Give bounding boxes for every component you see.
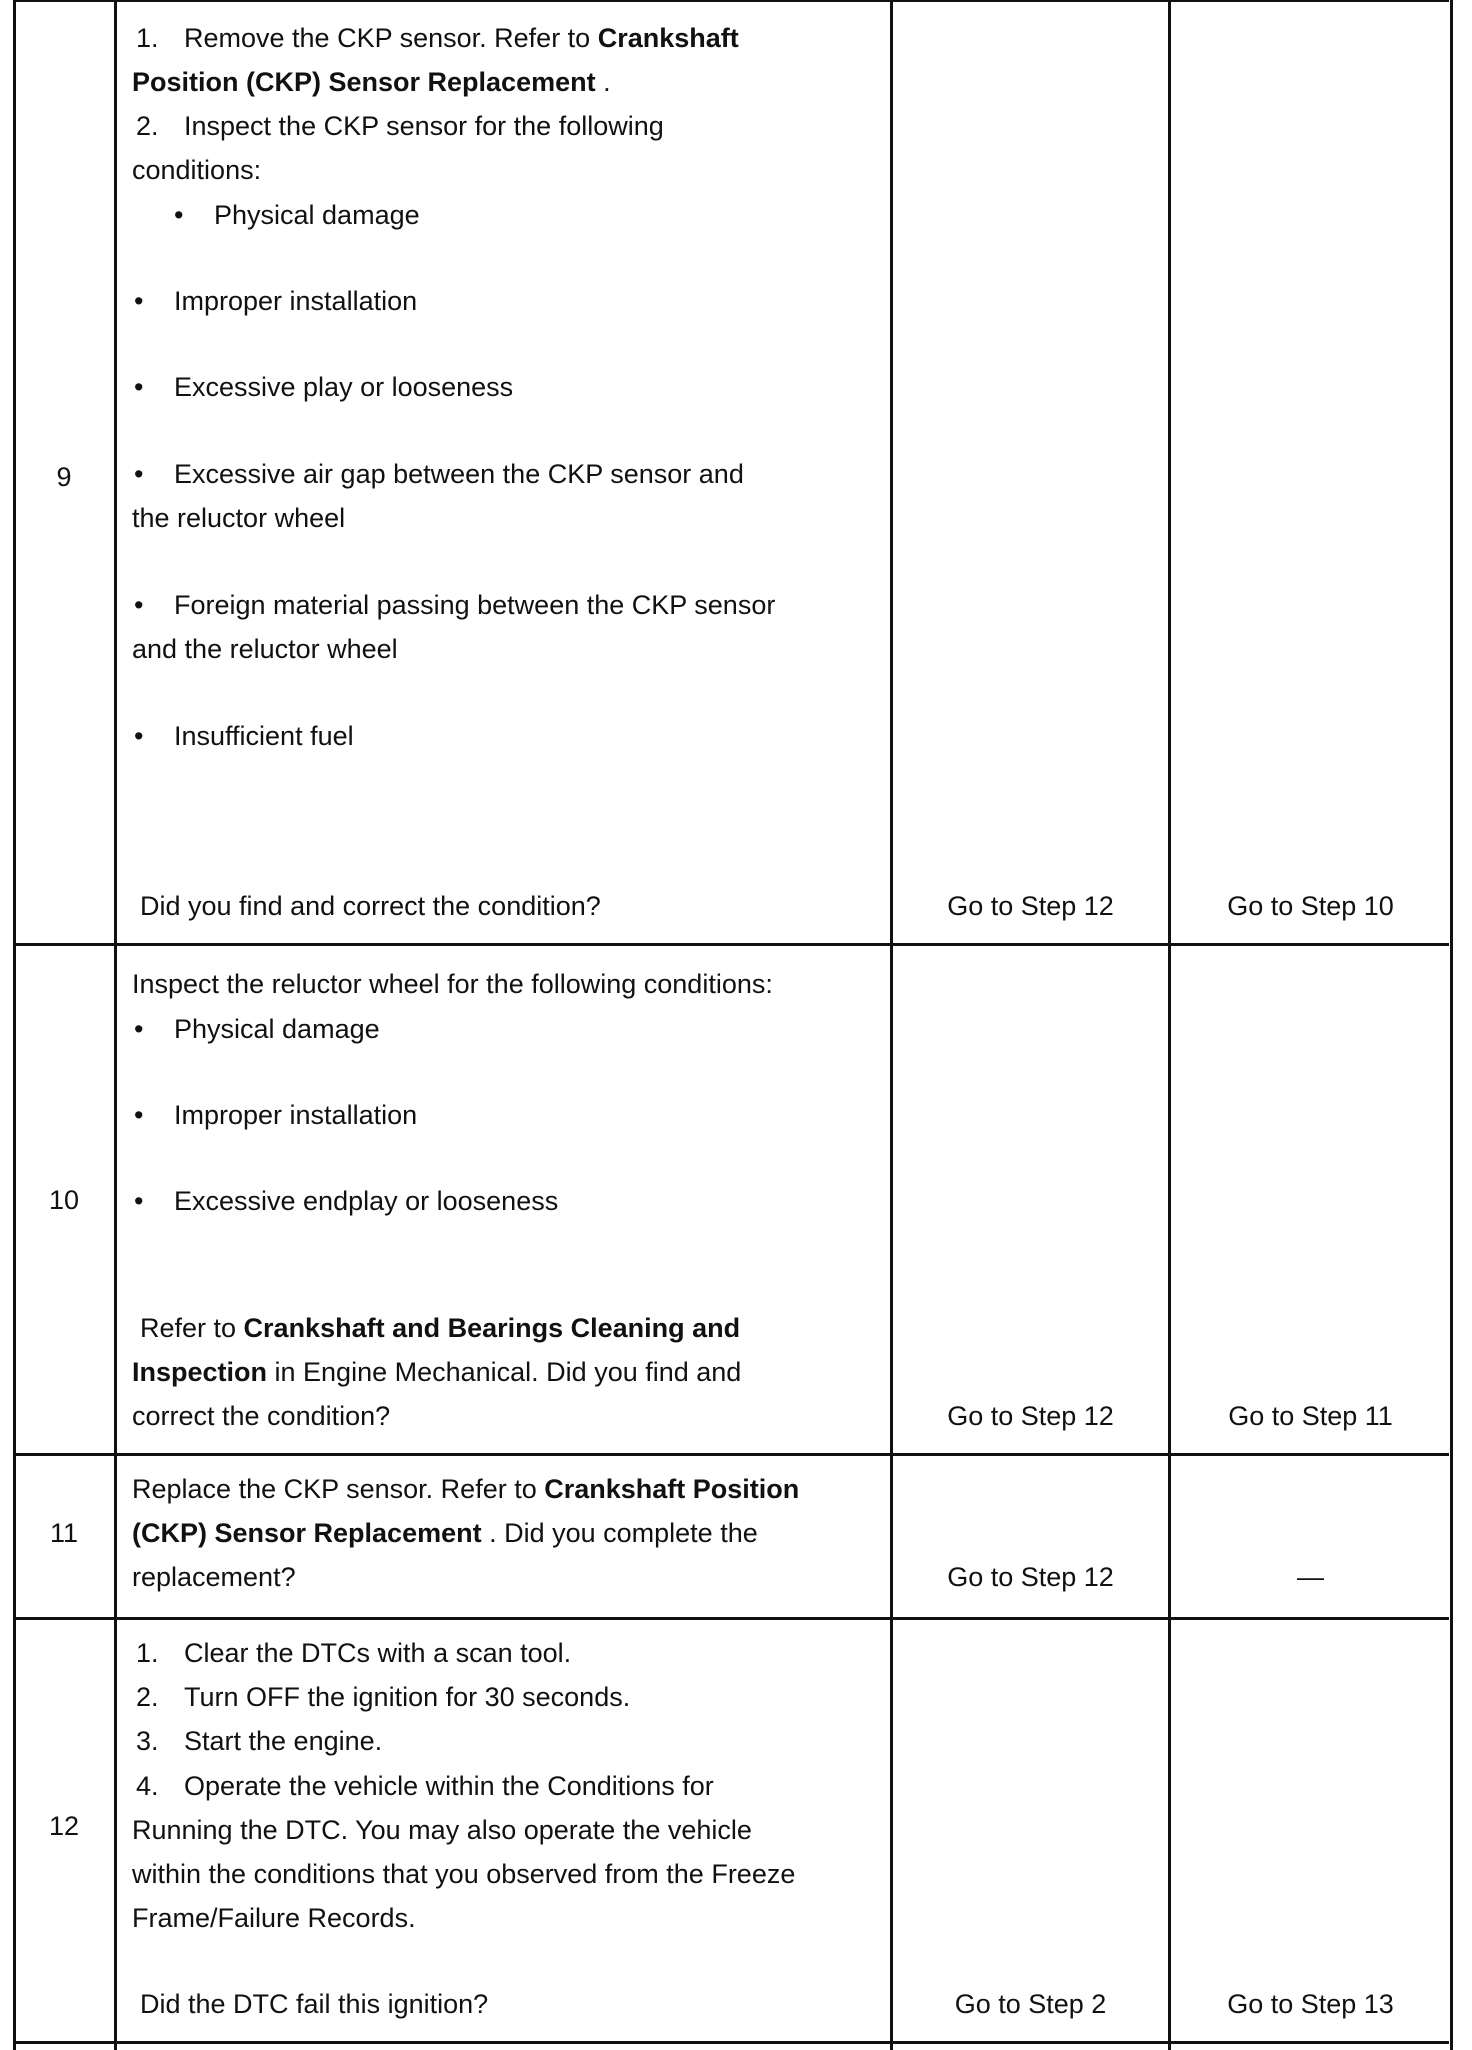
bullet-icon: • bbox=[134, 459, 144, 489]
list-number: 4. bbox=[136, 1771, 159, 1801]
no-action: — bbox=[1297, 1562, 1324, 1592]
table-border-top bbox=[13, 0, 1449, 2]
yes-action: Go to Step 12 bbox=[947, 1562, 1114, 1592]
bullet-icon: • bbox=[134, 590, 144, 620]
no-action: Go to Step 11 bbox=[1228, 1401, 1393, 1431]
action-text: Remove the CKP sensor. Refer to bbox=[184, 23, 598, 53]
bullet-icon: • bbox=[134, 1014, 144, 1044]
reference-link[interactable]: Position (CKP) Sensor Replacement bbox=[132, 67, 596, 97]
reference-link[interactable]: Crankshaft bbox=[597, 23, 739, 53]
text-line bbox=[132, 1852, 795, 1896]
text-line bbox=[132, 1555, 296, 1599]
table-divider-action bbox=[890, 0, 893, 2050]
reference-link[interactable]: Crankshaft Position bbox=[544, 1474, 800, 1504]
action-text: Start the engine. bbox=[184, 1726, 383, 1756]
bullet-text: Excessive play or looseness bbox=[174, 372, 514, 402]
no-action: Go to Step 10 bbox=[1227, 891, 1394, 921]
bullet-text: Physical damage bbox=[214, 200, 420, 230]
text-line bbox=[132, 1511, 758, 1555]
bullet-text: Improper installation bbox=[174, 1100, 418, 1130]
bullet-icon: • bbox=[134, 286, 144, 316]
action-text: Inspect the CKP sensor for the following bbox=[184, 111, 664, 141]
reference-link[interactable]: Inspection bbox=[132, 1357, 268, 1387]
text-line bbox=[132, 627, 398, 671]
numbered-item bbox=[132, 16, 739, 60]
numbered-item bbox=[132, 104, 664, 148]
action-text: Clear the DTCs with a scan tool. bbox=[184, 1638, 572, 1668]
step-number: 11 bbox=[49, 1518, 79, 1548]
text-line bbox=[140, 884, 601, 928]
action-text: replacement? bbox=[132, 1562, 296, 1592]
text-line bbox=[132, 1896, 416, 1940]
list-number: 3. bbox=[136, 1726, 159, 1756]
table-divider-step bbox=[114, 0, 117, 2050]
action-text: conditions: bbox=[132, 155, 262, 185]
step-number: 9 bbox=[56, 462, 72, 492]
no-action: Go to Step 13 bbox=[1227, 1989, 1394, 2019]
action-text: . Did you complete the bbox=[481, 1518, 758, 1548]
action-text: . bbox=[595, 67, 611, 97]
bullet-text: Foreign material passing between the CKP sensor bbox=[174, 590, 776, 620]
text-line bbox=[140, 1306, 740, 1350]
action-text: Frame/Failure Records. bbox=[132, 1903, 416, 1933]
list-number: 1. bbox=[136, 23, 159, 53]
text-line bbox=[132, 962, 773, 1006]
numbered-item bbox=[132, 1764, 714, 1808]
action-text: Did the DTC fail this ignition? bbox=[140, 1989, 489, 2019]
row-divider bbox=[13, 943, 1449, 946]
bullet-item bbox=[132, 279, 417, 323]
yes-action: Go to Step 12 bbox=[947, 1401, 1114, 1431]
text-line bbox=[132, 148, 261, 192]
action-text: Running the DTC. You may also operate the vehicle bbox=[132, 1815, 752, 1845]
reference-link[interactable]: (CKP) Sensor Replacement bbox=[132, 1518, 482, 1548]
text-line bbox=[132, 1350, 741, 1394]
bullet-text: Excessive air gap between the CKP sensor and bbox=[174, 459, 744, 489]
bullet-item bbox=[132, 1093, 417, 1137]
bullet-icon: • bbox=[134, 1100, 144, 1130]
table-divider-yes bbox=[1168, 0, 1171, 2050]
text-line bbox=[132, 1467, 799, 1511]
bullet-icon: • bbox=[134, 721, 144, 751]
text-line bbox=[132, 1808, 752, 1852]
action-text: Did you find and correct the condition? bbox=[140, 891, 601, 921]
bullet-icon: • bbox=[134, 372, 144, 402]
table-border-right bbox=[1450, 0, 1453, 2050]
reference-link[interactable]: Crankshaft and Bearings Cleaning and bbox=[243, 1313, 741, 1343]
action-text: Inspect the reluctor wheel for the following conditions: bbox=[132, 969, 773, 999]
yes-action: Go to Step 2 bbox=[954, 1989, 1107, 2019]
bullet-text: Excessive endplay or looseness bbox=[174, 1186, 559, 1216]
bullet-text: Improper installation bbox=[174, 286, 418, 316]
bullet-icon: • bbox=[134, 1186, 144, 1216]
action-text: Turn OFF the ignition for 30 seconds. bbox=[184, 1682, 631, 1712]
bullet-text: Insufficient fuel bbox=[174, 721, 354, 751]
bullet-item bbox=[132, 714, 354, 758]
text-line bbox=[132, 1394, 390, 1438]
step-number: 10 bbox=[48, 1185, 80, 1215]
action-text: correct the condition? bbox=[132, 1401, 391, 1431]
numbered-item bbox=[132, 1675, 630, 1719]
list-number: 1. bbox=[136, 1638, 159, 1668]
row-divider bbox=[13, 1453, 1449, 1456]
yes-action: Go to Step 12 bbox=[947, 891, 1114, 921]
bullet-item bbox=[132, 583, 775, 627]
bullet-item bbox=[132, 365, 513, 409]
numbered-item bbox=[132, 1631, 571, 1675]
bullet-item bbox=[132, 1007, 380, 1051]
table-border-left bbox=[13, 0, 16, 2050]
action-text: in Engine Mechanical. Did you find and bbox=[267, 1357, 742, 1387]
action-text: and the reluctor wheel bbox=[132, 634, 398, 664]
text-line bbox=[132, 496, 345, 540]
step-number: 12 bbox=[48, 1811, 80, 1841]
list-number: 2. bbox=[136, 1682, 159, 1712]
bullet-icon: • bbox=[174, 200, 184, 230]
bullet-item bbox=[132, 452, 744, 496]
bullet-item bbox=[132, 1179, 558, 1223]
action-text: Refer to bbox=[140, 1313, 244, 1343]
bullet-item bbox=[172, 193, 420, 237]
numbered-item bbox=[132, 1719, 382, 1763]
bullet-text: Physical damage bbox=[174, 1014, 380, 1044]
row-divider bbox=[13, 1617, 1449, 1620]
action-text: Operate the vehicle within the Conditions for bbox=[184, 1771, 714, 1801]
action-text: the reluctor wheel bbox=[132, 503, 346, 533]
text-line bbox=[132, 60, 611, 104]
action-text: Replace the CKP sensor. Refer to bbox=[132, 1474, 545, 1504]
list-number: 2. bbox=[136, 111, 159, 141]
table-border-bottom bbox=[13, 2041, 1449, 2044]
text-line bbox=[140, 1982, 488, 2026]
action-text: within the conditions that you observed from the Freeze bbox=[132, 1859, 796, 1889]
